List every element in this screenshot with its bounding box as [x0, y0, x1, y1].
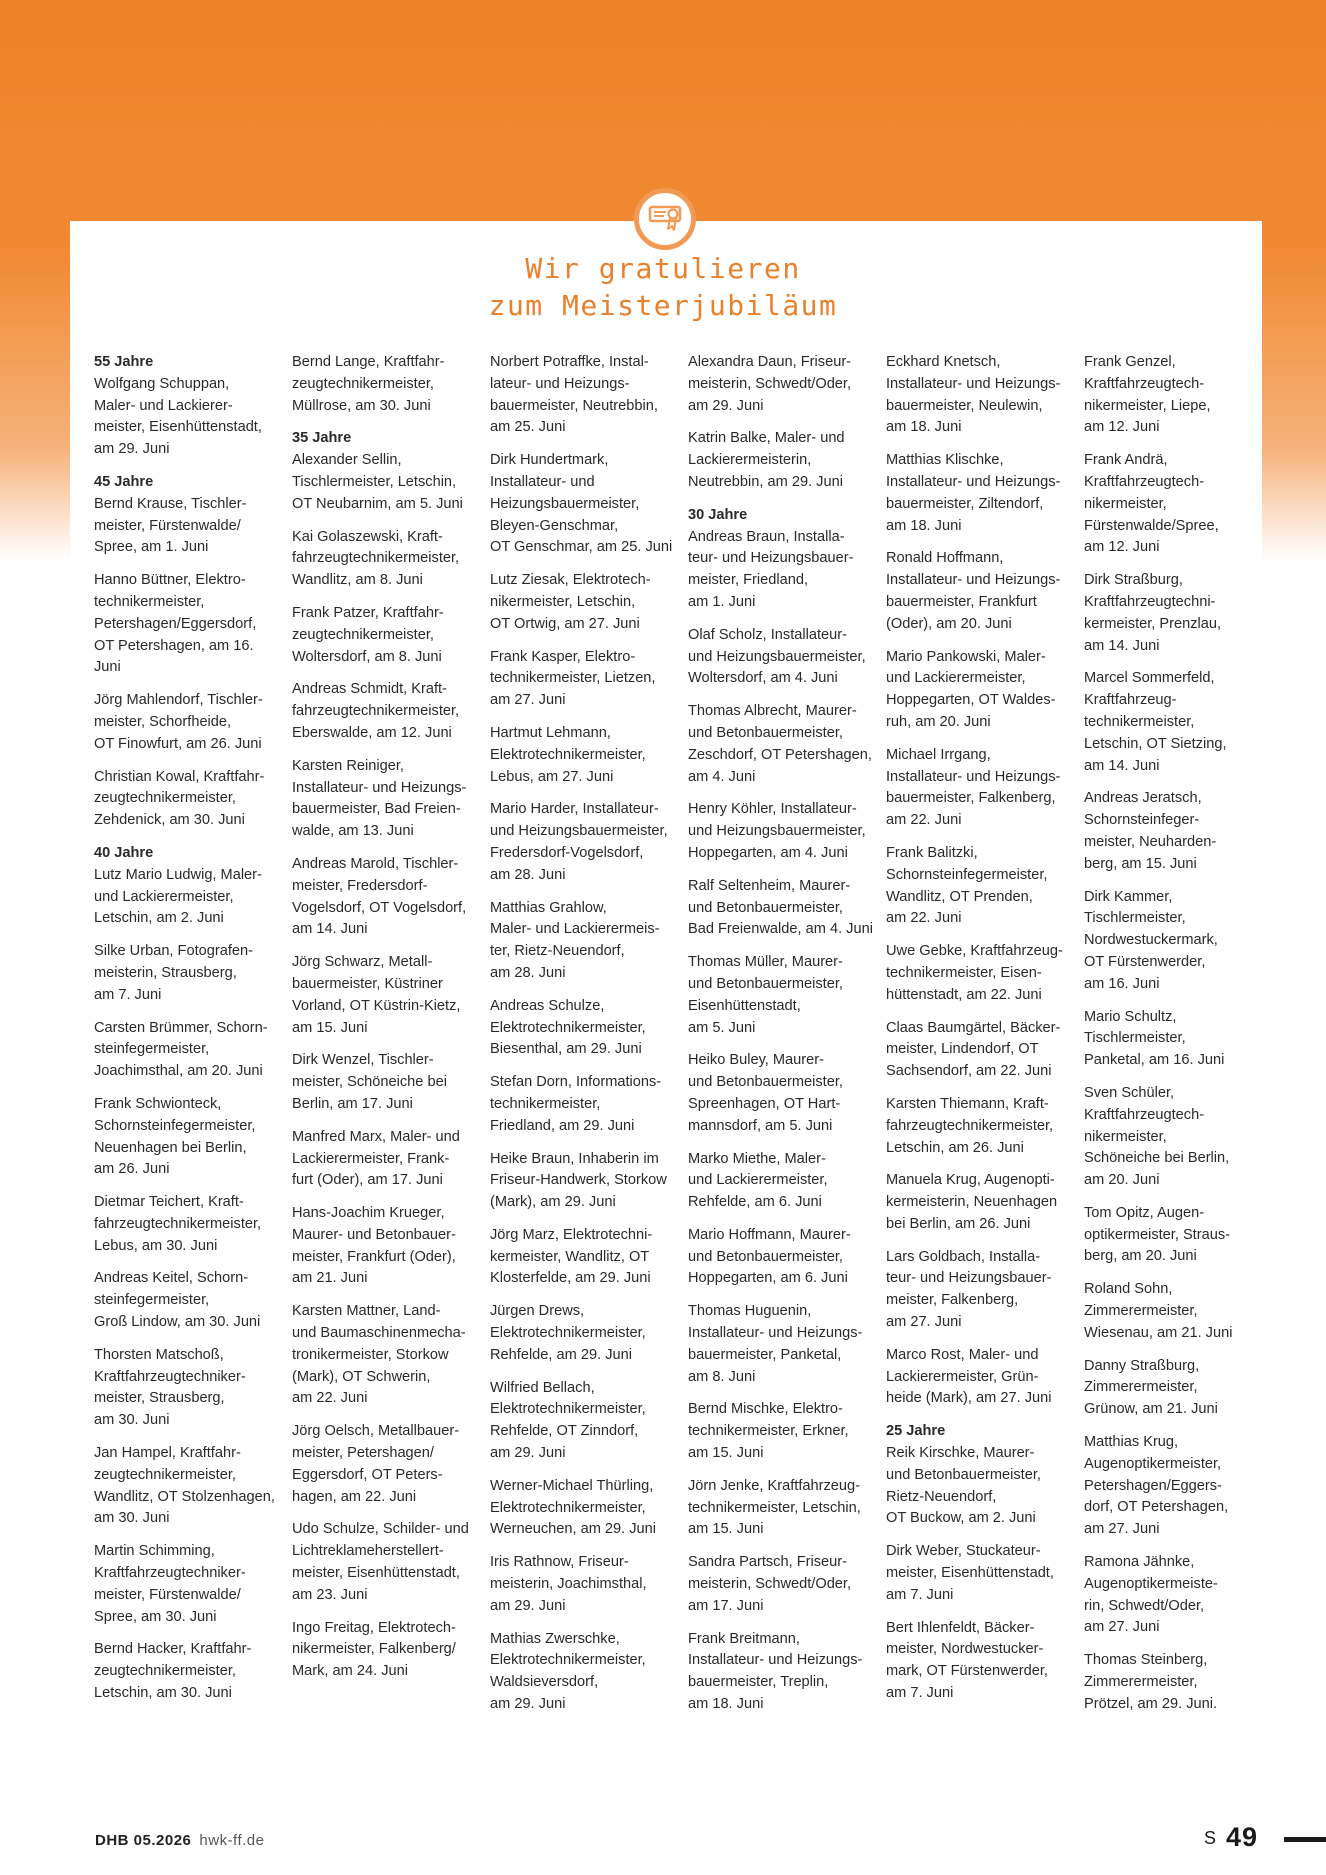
list-item: Marco Rost, Maler- und Lackierermeister, Grün- heide (Mark), am 27. Juni — [886, 1346, 1052, 1407]
list-item: Thorsten Matschoß, Kraftfahrzeugtechniker- meister, Strausberg, am 30. Juni — [94, 1346, 246, 1429]
list-item: Matthias Grahlow, Maler- und Lackierermeis- ter, Rietz-Neuendorf, am 28. Juni — [490, 899, 660, 981]
list-item: Andreas Keitel, Schorn- steinfegermeister, Groß Lindow, am 30. Juni — [94, 1270, 261, 1331]
list-item: Uwe Gebke, Kraftfahrzeug- technikermeister, Eisen- hüttenstadt, am 22. Juni — [886, 943, 1063, 1003]
list-item: Bert Ihlenfeldt, Bäcker- meister, Nordwestucker- mark, OT Fürstenwerder, am 7. Juni — [886, 1619, 1048, 1702]
anniversary-heading: 45 Jahre — [94, 473, 154, 490]
page-title — [0, 250, 1326, 324]
list-item: Mario Pankowski, Maler- und Lackierermeister, Hoppegarten, OT Waldes- ruh, am 20. Juni — [886, 648, 1056, 730]
list-item: Carsten Brümmer, Schorn- steinfegermeister, Joachimsthal, am 20. Juni — [94, 1019, 268, 1080]
list-item: Andreas Braun, Installa- teur- und Heizungsbauer- meister, Friedland, am 1. Juni — [688, 528, 854, 610]
list-item: Olaf Scholz, Installateur- und Heizungsbauermeister, Woltersdorf, am 4. Juni — [688, 626, 866, 687]
list-item: Lutz Mario Ludwig, Maler- und Lackierermeister, Letschin, am 2. Juni — [94, 866, 262, 927]
list-item: Bernd Krause, Tischler- meister, Fürstenwalde/ Spree, am 1. Juni — [94, 495, 247, 556]
list-item: Mario Schultz, Tischlermeister, Panketal, am 16. Juni — [1084, 1008, 1225, 1069]
list-item: Werner-Michael Thürling, Elektrotechnikermeister, Werneuchen, am 29. Juni — [490, 1477, 657, 1538]
list-item: Thomas Steinberg, Zimmerermeister, Prötzel, am 29. Juni. — [1084, 1652, 1218, 1712]
list-item: Roland Sohn, Zimmerermeister, Wiesenau, am 21. Juni — [1084, 1281, 1233, 1341]
list-item: Frank Balitzki, Schornsteinfegermeister, Wandlitz, OT Prenden, am 22. Juni — [886, 844, 1048, 927]
anniversary-heading: 55 Jahre — [94, 354, 154, 370]
anniversary-heading: 35 Jahre — [292, 430, 352, 447]
issue-label: DHB 05.2026 — [95, 1832, 192, 1849]
list-item: Frank Patzer, Kraftfahr- zeugtechnikermeister, Woltersdorf, am 8. Juni — [292, 604, 444, 665]
title-line-1: Wir gratulieren — [525, 252, 801, 285]
list-item: Marcel Sommerfeld, Kraftfahrzeug- technikermeister, Letschin, OT Sietzing, am 14. Juni — [1084, 670, 1227, 774]
list-item: Hartmut Lehmann, Elektrotechnikermeister, Lebus, am 27. Juni — [490, 724, 646, 785]
list-item: Alexandra Daun, Friseur- meisterin, Schwedt/Oder, am 29. Juni — [688, 354, 852, 414]
list-item: Bernd Hacker, Kraftfahr- zeugtechnikermeister, Letschin, am 30. Juni — [94, 1641, 252, 1702]
list-item: Ronald Hoffmann, Installateur- und Heizungs- bauermeister, Frankfurt (Oder), am 20. Juni — [886, 550, 1061, 632]
list-item: Kai Golaszewski, Kraft- fahrzeugtechnikermeister, Wandlitz, am 8. Juni — [292, 528, 460, 589]
list-item: Dirk Wenzel, Tischler- meister, Schöneiche bei Berlin, am 17. Juni — [292, 1052, 447, 1112]
anniversary-heading: 40 Jahre — [94, 844, 154, 861]
list-item: Matthias Klischke, Installateur- und Heizungs- bauermeister, Ziltendorf, am 18. Juni — [886, 452, 1061, 534]
list-item: Mathias Zwerschke, Elektrotechnikermeister, Waldsieversdorf, am 29. Juni — [490, 1630, 646, 1713]
list-item: Heiko Buley, Maurer- und Betonbauermeister, Spreenhagen, OT Hart- mannsdorf, am 5. Juni — [688, 1052, 843, 1134]
list-item: Tom Opitz, Augen- optikermeister, Straus- berg, am 20. Juni — [1084, 1204, 1230, 1265]
list-item: Frank Schwionteck, Schornsteinfegermeister, Neuenhagen bei Berlin, am 26. Juni — [94, 1095, 256, 1178]
anniversary-heading: 30 Jahre — [688, 506, 748, 523]
list-item: Thomas Müller, Maurer- und Betonbauermeister, Eisenhüttenstadt, am 5. Juni — [688, 954, 843, 1036]
list-item: Christian Kowal, Kraftfahr- zeugtechnikermeister, Zehdenick, am 30. Juni — [94, 768, 265, 829]
list-item: Hanno Büttner, Elektro- technikermeister, Petershagen/Eggersdorf, OT Petershagen, am 16. Juni — [94, 572, 257, 676]
list-item: Danny Straßburg, Zimmerermeister, Grünow, am 21. Juni — [1084, 1357, 1218, 1418]
list-item: Thomas Albrecht, Maurer- und Betonbauermeister, Zeschdorf, OT Petershagen, am 4. Juni — [688, 703, 872, 785]
list-item: Martin Schimming, Kraftfahrzeugtechniker- meister, Fürstenwalde/ Spree, am 30. Juni — [94, 1543, 246, 1625]
column-2 — [292, 352, 482, 1694]
list-item: Thomas Huguenin, Installateur- und Heizungs- bauermeister, Panketal, am 8. Juni — [688, 1303, 863, 1385]
anniversary-heading: 25 Jahre — [886, 1423, 946, 1440]
jubilee-list — [94, 352, 1254, 1732]
list-item: Katrin Balke, Maler- und Lackierermeisterin, Neutrebbin, am 29. Juni — [688, 430, 845, 490]
list-item: Dirk Weber, Stuckateur- meister, Eisenhüttenstadt, am 7. Juni — [886, 1543, 1054, 1603]
list-item: Andreas Schulze, Elektrotechnikermeister, Biesenthal, am 29. Juni — [490, 997, 646, 1058]
list-item: Marko Miethe, Maler- und Lackierermeister, Rehfelde, am 6. Juni — [688, 1150, 828, 1211]
list-item: Manfred Marx, Maler- und Lackierermeister, Frank- furt (Oder), am 17. Juni — [292, 1128, 460, 1189]
list-item: Jörn Jenke, Kraftfahrzeug- technikermeister, Letschin, am 15. Juni — [688, 1477, 861, 1538]
list-item: Lutz Ziesak, Elektrotech- nikermeister, Letschin, OT Ortwig, am 27. Juni — [490, 572, 651, 632]
list-item: Frank Genzel, Kraftfahrzeugtech- nikermeister, Liepe, am 12. Juni — [1084, 354, 1211, 436]
list-item: Hans-Joachim Krueger, Maurer- und Betonbauer- meister, Frankfurt (Oder), am 21. Juni — [292, 1205, 456, 1287]
list-item: Ramona Jähnke, Augenoptikermeiste- rin, Schwedt/Oder, am 27. Juni — [1084, 1554, 1218, 1636]
list-item: Dirk Hundertmark, Installateur- und Heizungsbauermeister, Bleyen-Genschmar, OT Genschmar, am 25. Juni — [490, 452, 673, 556]
certificate-scroll-icon — [646, 201, 684, 237]
list-item: Sandra Partsch, Friseur- meisterin, Schwedt/Oder, am 17. Juni — [688, 1554, 852, 1614]
page-number — [1204, 1822, 1258, 1853]
list-item: Heike Braun, Inhaberin im Friseur-Handwerk, Storkow (Mark), am 29. Juni — [490, 1150, 667, 1211]
list-item: Andreas Schmidt, Kraft- fahrzeugtechnikermeister, Eberswalde, am 12. Juni — [292, 681, 460, 741]
footer-rule — [1284, 1837, 1326, 1842]
page-prefix: S — [1204, 1828, 1217, 1848]
list-item: Karsten Thiemann, Kraft- fahrzeugtechnikermeister, Letschin, am 26. Juni — [886, 1095, 1054, 1156]
list-item: Bernd Mischke, Elektro- technikermeister, Erkner, am 15. Juni — [688, 1401, 849, 1462]
list-item: Andreas Marold, Tischler- meister, Fredersdorf- Vogelsdorf, OT Vogelsdorf, am 14. Juni — [292, 855, 467, 938]
list-item: Ingo Freitag, Elektrotech- nikermeister, Falkenberg/ Mark, am 24. Juni — [292, 1619, 456, 1680]
list-item: Stefan Dorn, Informations- technikermeister, Friedland, am 29. Juni — [490, 1074, 662, 1134]
column-5 — [886, 352, 1076, 1716]
website-link[interactable]: hwk-ff.de — [199, 1832, 265, 1849]
list-item: Udo Schulze, Schilder- und Lichtreklameherstellert- meister, Eisenhüttenstadt, am 23. Juni — [292, 1521, 469, 1603]
list-item: Jörg Mahlendorf, Tischler- meister, Schorfheide, OT Finowfurt, am 26. Juni — [94, 692, 263, 752]
list-item: Ralf Seltenheim, Maurer- und Betonbauermeister, Bad Freienwalde, am 4. Juni — [688, 877, 873, 938]
list-item: Karsten Reiniger, Installateur- und Heizungs- bauermeister, Bad Freien- walde, am 13. Juni — [292, 757, 467, 840]
list-item: Henry Köhler, Installateur- und Heizungsbauermeister, Hoppegarten, am 4. Juni — [688, 801, 866, 861]
list-item: Norbert Potraffke, Instal- lateur- und Heizungs- bauermeister, Neutrebbin, am 25. Juni — [490, 354, 658, 436]
list-item: Alexander Sellin, Tischlermeister, Letschin, OT Neubarnim, am 5. Juni — [292, 452, 463, 512]
list-item: Jan Hampel, Kraftfahr- zeugtechnikermeister, Wandlitz, OT Stolzenhagen, am 30. Juni — [94, 1445, 275, 1527]
list-item: Jürgen Drews, Elektrotechnikermeister, Rehfelde, am 29. Juni — [490, 1303, 646, 1363]
list-item: Karsten Mattner, Land- und Baumaschinenmecha- tronikermeister, Storkow (Mark), OT Schwerin, am 22. Juni — [292, 1303, 466, 1407]
column-6 — [1084, 352, 1274, 1727]
title-line-2: zum Meisterjubiläum — [488, 289, 838, 322]
column-1 — [94, 352, 284, 1716]
list-item: Reik Kirschke, Maurer- und Betonbauermeister, Rietz-Neuendorf, OT Buckow, am 2. Juni — [886, 1445, 1041, 1527]
list-item: Matthias Krug, Augenoptikermeister, Petershagen/Eggers- dorf, OT Petershagen, am 27. Juni — [1084, 1434, 1229, 1538]
list-item: Silke Urban, Fotografen- meisterin, Strausberg, am 7. Juni — [94, 943, 253, 1003]
list-item: Frank Kasper, Elektro- technikermeister, Lietzen, am 27. Juni — [490, 648, 656, 709]
list-item: Manuela Krug, Augenopti- kermeisterin, Neuenhagen bei Berlin, am 26. Juni — [886, 1172, 1058, 1232]
certificate-badge — [634, 188, 696, 250]
list-item: Michael Irrgang, Installateur- und Heizungs- bauermeister, Falkenberg, am 22. Juni — [886, 746, 1061, 829]
list-item: Dietmar Teichert, Kraft- fahrzeugtechnikermeister, Lebus, am 30. Juni — [94, 1194, 262, 1254]
list-item: Jörg Marz, Elektrotechni- kermeister, Wandlitz, OT Klosterfelde, am 29. Juni — [490, 1226, 653, 1287]
list-item: Jörg Oelsch, Metallbauer- meister, Petershagen/ Eggersdorf, OT Peters- hagen, am 22. Juni — [292, 1423, 460, 1505]
list-item: Mario Harder, Installateur- und Heizungsbauermeister, Fredersdorf-Vogelsdorf, am 28. Juni — [490, 801, 668, 883]
list-item: Eckhard Knetsch, Installateur- und Heizungs- bauermeister, Neulewin, am 18. Juni — [886, 354, 1061, 436]
list-item: Iris Rathnow, Friseur- meisterin, Joachimsthal, am 29. Juni — [490, 1554, 647, 1614]
list-item: Wilfried Bellach, Elektrotechnikermeister, Rehfelde, OT Zinndorf, am 29. Juni — [490, 1379, 646, 1462]
list-item: Andreas Jeratsch, Schornsteinfeger- meister, Neuharden- berg, am 15. Juni — [1084, 790, 1217, 872]
page-number-value: 49 — [1226, 1822, 1259, 1852]
list-item: Sven Schüler, Kraftfahrzeugtech- nikermeister, Schöneiche bei Berlin, am 20. Juni — [1084, 1084, 1230, 1189]
column-4 — [688, 352, 878, 1727]
column-3 — [490, 352, 680, 1727]
list-item: Mario Hoffmann, Maurer- und Betonbauermeister, Hoppegarten, am 6. Juni — [688, 1226, 851, 1287]
list-item: Lars Goldbach, Installa- teur- und Heizungsbauer- meister, Falkenberg, am 27. Juni — [886, 1248, 1052, 1331]
list-item: Claas Baumgärtel, Bäcker- meister, Lindendorf, OT Sachsendorf, am 22. Juni — [886, 1019, 1061, 1080]
list-item: Frank Breitmann, Installateur- und Heizungs- bauermeister, Treplin, am 18. Juni — [688, 1630, 863, 1713]
list-item: Bernd Lange, Kraftfahr- zeugtechnikermeister, Müllrose, am 30. Juni — [292, 354, 445, 414]
list-item: Jörg Schwarz, Metall- bauermeister, Küstriner Vorland, OT Küstrin-Kietz, am 15. Juni — [292, 954, 461, 1036]
footer-issue-info — [95, 1832, 264, 1849]
list-item: Dirk Straßburg, Kraftfahrzeugtechni- kermeister, Prenzlau, am 14. Juni — [1084, 572, 1222, 654]
list-item: Frank Andrä, Kraftfahrzeugtech- nikermeister, Fürstenwalde/Spree, am 12. Juni — [1084, 452, 1219, 556]
list-item: Dirk Kammer, Tischlermeister, Nordwestuckermark, OT Fürstenwerder, am 16. Juni — [1084, 888, 1218, 992]
list-item: Wolfgang Schuppan, Maler- und Lackierer- meister, Eisenhüttenstadt, am 29. Juni — [94, 375, 262, 458]
